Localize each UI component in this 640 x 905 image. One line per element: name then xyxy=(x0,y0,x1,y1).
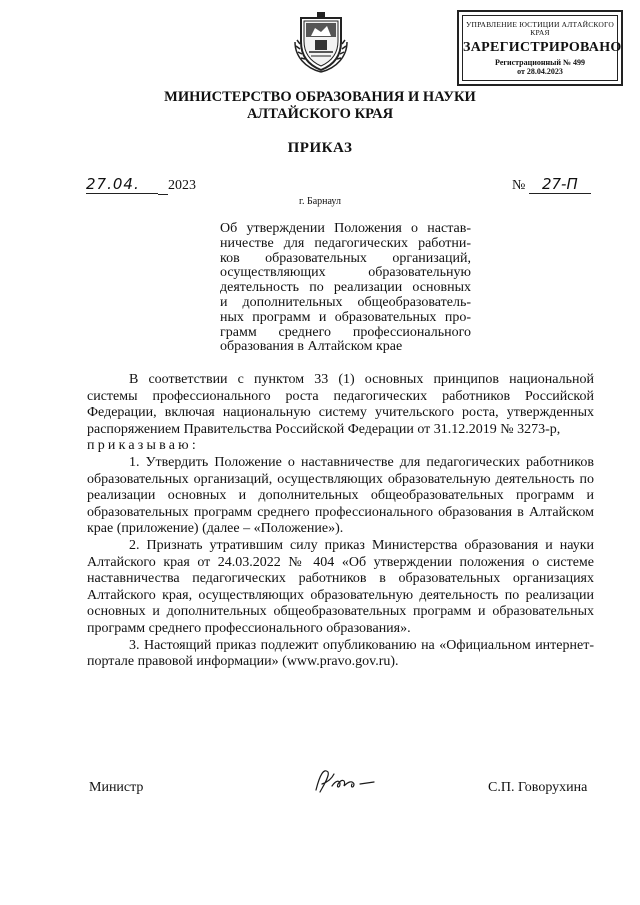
document-type-title: ПРИКАЗ xyxy=(287,140,353,156)
subject-line: осуществляющих образовательную xyxy=(220,265,471,281)
subject-line: образования в Алтайском крае xyxy=(220,339,403,355)
signatory-title: Министр xyxy=(89,780,144,795)
order-word: приказываю: xyxy=(87,438,199,454)
order-item-3: 3. Настоящий приказ подлежит опубликованию на «Официальном интернет-портале правовой информации» (www.pravo.gov.ru). xyxy=(87,637,594,670)
order-number-prefix: № xyxy=(512,178,526,193)
subject-line: и дополнительных общеобразователь- xyxy=(220,294,471,310)
stamp-status: ЗАРЕГИСТРИРОВАНО xyxy=(463,40,622,55)
subject-line: ных программ и образовательных про- xyxy=(220,309,471,325)
order-subject xyxy=(220,222,471,355)
stamp-department: УПРАВЛЕНИЕ ЮСТИЦИИ АЛТАЙСКОГО КРАЯ xyxy=(465,20,614,37)
signatory-name: С.П. Говорухина xyxy=(488,780,588,795)
handwritten-signature-icon xyxy=(310,764,380,798)
stamp-reg-date: от 28.04.2023 xyxy=(517,67,563,76)
stamp-reg-number: Регистрационный № 499 xyxy=(495,58,585,67)
order-item-2: 2. Признать утратившим силу приказ Министерства образования и науки Алтайского края от 24.03.2022 № 404 «Об утверждении положения о системе наставничества педагогических работников в образовательных организациях Алтайского края, осуществляющих образовательную деятельность по реализации основных и дополнительных общеобразовательных программ и образовательных программ среднего профессионального образования». xyxy=(87,537,594,636)
stamp-inner-frame xyxy=(462,15,622,81)
ministry-name-line2: АЛТАЙСКОГО КРАЯ xyxy=(246,106,394,122)
order-year: 2023 xyxy=(168,178,196,193)
order-date-handwritten: 27.04. xyxy=(86,175,158,194)
order-body xyxy=(87,372,594,671)
city: г. Барнаул xyxy=(299,196,341,207)
order-date xyxy=(86,175,196,195)
order-item-1: 1. Утвердить Положение о наставничестве для педагогических работников образовательных организаций, осуществляющих образовательную деятельность по реализации основных и дополнительных общеобразовательных программ и образовательных программ среднего профессионального образования в Алтайском крае (приложение) (далее – «Положение»). xyxy=(87,454,594,537)
coat-of-arms-icon xyxy=(293,12,349,74)
subject-line: деятельность по реализации основных xyxy=(220,280,471,296)
subject-line: грамм среднего профессионального xyxy=(220,324,471,340)
order-number-handwritten: 27-П xyxy=(529,175,591,194)
ministry-name-line1: МИНИСТЕРСТВО ОБРАЗОВАНИЯ И НАУКИ xyxy=(164,89,476,105)
subject-line: Об утверждении Положения о настав- xyxy=(220,221,471,236)
subject-line: ничестве для педагогических работни- xyxy=(220,235,471,251)
subject-line: ков образовательных организаций, xyxy=(220,250,471,266)
order-number xyxy=(512,175,591,194)
preamble-paragraph: В соответствии с пунктом 33 (1) основных принципов национальной системы профессионального роста педагогических работников Российской Федерации, включая национальную систему учительского роста, утвержденных распоряжением Правительства Российской Федерации от 31.12.2019 № 3273-р, xyxy=(87,372,594,437)
registration-stamp xyxy=(457,10,623,86)
